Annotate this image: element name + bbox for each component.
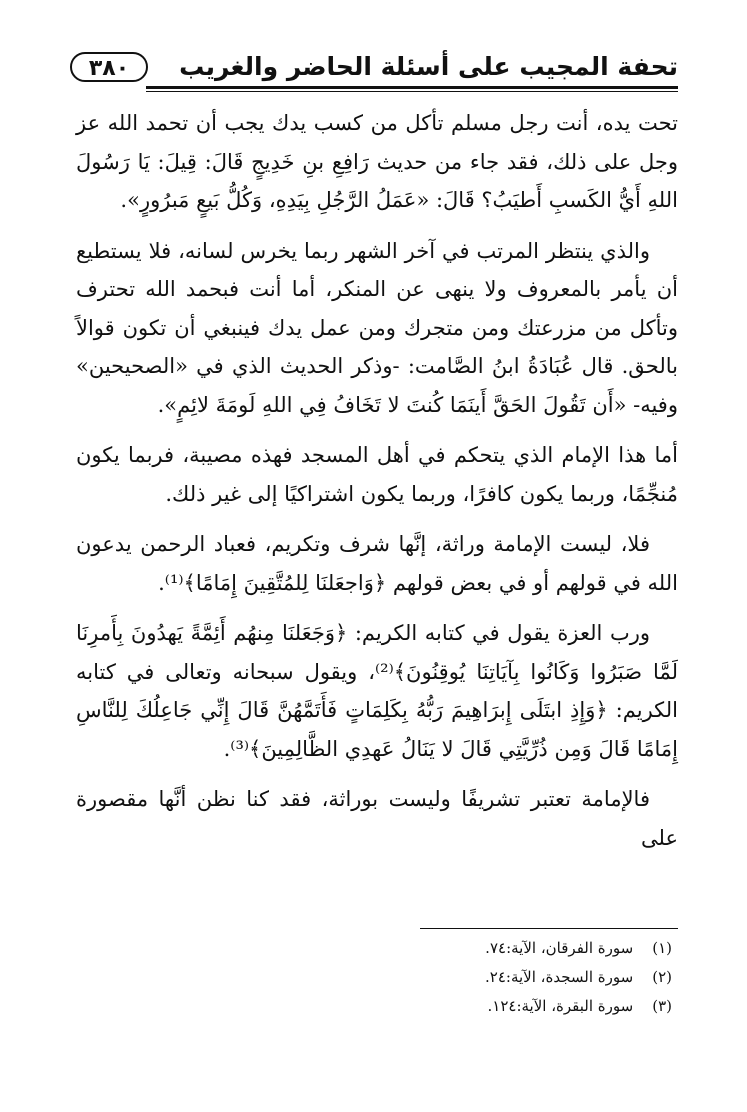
running-header	[70, 48, 678, 92]
paragraph: تحت يده، أنت رجل مسلم تأكل من كسب يدك يجب أن تحمد الله عز وجل على ذلك، فقد جاء من حديث رَافِعِ بنِ خَدِيجٍ قَالَ: قِيلَ: يَا رَسُولَ اللهِ أَيُّ الكَسبِ أَطيَبُ؟ قَالَ: «عَمَلُ الرَّجُلِ بِيَدِهِ، وَكُلُّ بَيعٍ مَبرُورٍ».	[76, 111, 678, 212]
footnote-text: سورة الفرقان، الآية:٧٤.	[485, 939, 634, 957]
paragraph: والذي ينتظر المرتب في آخر الشهر ربما يخرس لسانه، فلا يستطيع أن يأمر بالمعروف ولا ينهى عن المنكر، أما أنت فبحمد الله تحترف وتأكل من مزرعتك ومن متجرك ومن عمل يدك فينبغي أن تكون قوالاً بالحق. قال عُبَادَةُ ابنُ الصَّامت: -وذكر الحديث الذي في «الصحيحين» وفيه- «أَن تَقُولَ الحَقَّ أَينَمَا كُنتَ لا تَخَافُ فِي اللهِ لَومَةَ لائِمٍ».	[76, 238, 678, 417]
paragraph: أما هذا الإمام الذي يتحكم في أهل المسجد فهذه مصيبة، فربما يكون مُنجِّمًا، وربما يكون كافرًا، وربما يكون اشتراكيًا إلى غير ذلك.	[76, 443, 678, 506]
book-title: تحفة المجيب على أسئلة الحاضر والغريب	[179, 52, 678, 81]
header-rule-thin	[146, 91, 678, 92]
footnote	[300, 992, 672, 1021]
paragraph: ورب العزة يقول في كتابه الكريم: ﴿وَجَعَلنَا مِنهُم أَئِمَّةً يَهدُونَ بِأَمرِنَا لَمَّا صَبَرُوا وَكَانُوا بِآيَاتِنَا يُوقِنُونَ﴾⁽²⁾، ويقول سبحانه وتعالى في كتابه الكريم: ﴿وَإِذِ ابتَلَى إِبرَاهِيمَ رَبُّهُ بِكَلِمَاتٍ فَأَتَمَّهُنَّ قَالَ إِنِّي جَاعِلُكَ لِلنَّاسِ إِمَامًا قَالَ وَمِن ذُرِّيَّتِي قَالَ لا يَنَالُ عَهدِي الظَّالِمِينَ﴾⁽³⁾.	[76, 621, 678, 761]
footnote	[300, 934, 672, 963]
paragraph: فلا، ليست الإمامة وراثة، إنَّها شرف وتكريم، فعباد الرحمن يدعون الله في قولهم أو في بعض قولهم ﴿وَاجعَلنَا لِلمُتَّقِينَ إِمَامًا﴾⁽¹⁾.	[76, 532, 678, 595]
header-rule	[146, 86, 678, 89]
footnote	[300, 963, 672, 992]
footnote-text: سورة البقرة، الآية:١٢٤.	[487, 997, 634, 1015]
footnote-number: (٢)	[652, 968, 672, 986]
main-text	[76, 104, 678, 869]
footnote-text: سورة السجدة، الآية:٢٤.	[484, 968, 634, 986]
paragraph: فالإمامة تعتبر تشريفًا وليست بوراثة، فقد كنا نظن أنَّها مقصورة على	[76, 787, 678, 850]
page-number: ٣٨٠	[70, 52, 148, 82]
footnotes	[300, 934, 672, 1021]
footnote-number: (٣)	[652, 997, 672, 1015]
footnote-number: (١)	[652, 939, 672, 957]
footnote-separator	[420, 928, 678, 929]
